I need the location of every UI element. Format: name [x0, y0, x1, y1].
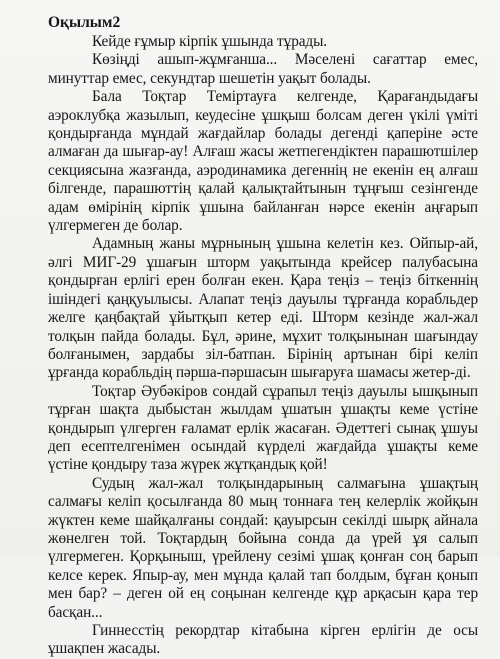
- paragraph-5: Тоқтар Әубәкіров сондай сұрапыл теңіз дауылы ышқынып тұрған шақта дыбыстан жылдам ұшатын ұшақты кеме үстіне қондырып үлгерген ғаламат ерлік жасаған. Әдеттегі сынақ ұшуы деп есептелгенімен осындай күрделі жағдайда ұшақты кеме үстіне қондыру таза жүрек жұтқандық қой!: [48, 382, 478, 474]
- paragraph-2: Көзіңді ашып-жұмғанша... Мәселені сағаттар емес, минуттар емес, секундтар шешетін уақыт болады.: [48, 51, 478, 87]
- paragraph-1: Кейде ғұмыр кірпік ұшында тұрады.: [92, 33, 328, 50]
- paragraph-3: Бала Тоқтар Теміртауға келгенде, Қарағандыдағы аэроклубқа жазылып, кеудесіне ұшқыш болсам деген үкілі үміті қондырғанда мұндай жағдайлар болады дегенді қаперіне әсте алмаған да шығар-ау! Алғаш жасы жетпегендіктен парашютшілер секциясына жазғанда, аэродинамика дегеннің не екенін ең алғаш білгенде, парашюттің қалай қалықтайтынын тұңғыш сезінгенде адам өмірінің кірпік ұшына байланған нәрсе екенін аңғарып үлгермеген де болар.: [48, 88, 478, 235]
- document-title: Оқылым2: [48, 14, 121, 31]
- paragraph-6: Судың жал-жал толқындарының салмағына ұшақтың салмағы келіп қосылғанда 80 мың тоннаға тең келерлік жойқын жүктен кеме шайқалғаны сондай: қауырсын секілді шырқ айнала жөнелген той. Тоқтардың бойына сонда да үрей ұя салып үлгермеген. Қорқыныш, үрейлену сезімі ұшақ қонған соң барып келсе керек. Япыр-ау, мен мұнда қалай тап болдым, бұған қонып мен бар? – деген ой ең соңынан келгенде құр арқасын қара тер басқан...: [48, 474, 478, 621]
- paragraph-4: Адамның жаны мұрнының ұшына келетін кез. Ойпыр-ай, әлгі МИГ-29 ұшағын шторм уақытында крейсер палубасына қондырған ерлігі ерен болған екен. Қара теңіз – теңіз біткеннің ішіндегі қаңқуылысы. Алапат теңіз дауылы тұрғанда корабльдер желге қаңбақтай ұйытқып кетер еді. Шторм кезінде жал-жал толқын пайда болады. Бұл, әрине, мұхит толқынынан шағындау болғанымен, зардабы зіл-батпан. Бірінің артынан бірі келіп ұрғанда корабльдің пәрша-пәршасын шығаруға шамасы жетер-ді.: [48, 235, 478, 382]
- paragraph-7: Гиннесстің рекордтар кітабына кірген ерлігін де осы ұшақпен жасады.: [48, 622, 478, 658]
